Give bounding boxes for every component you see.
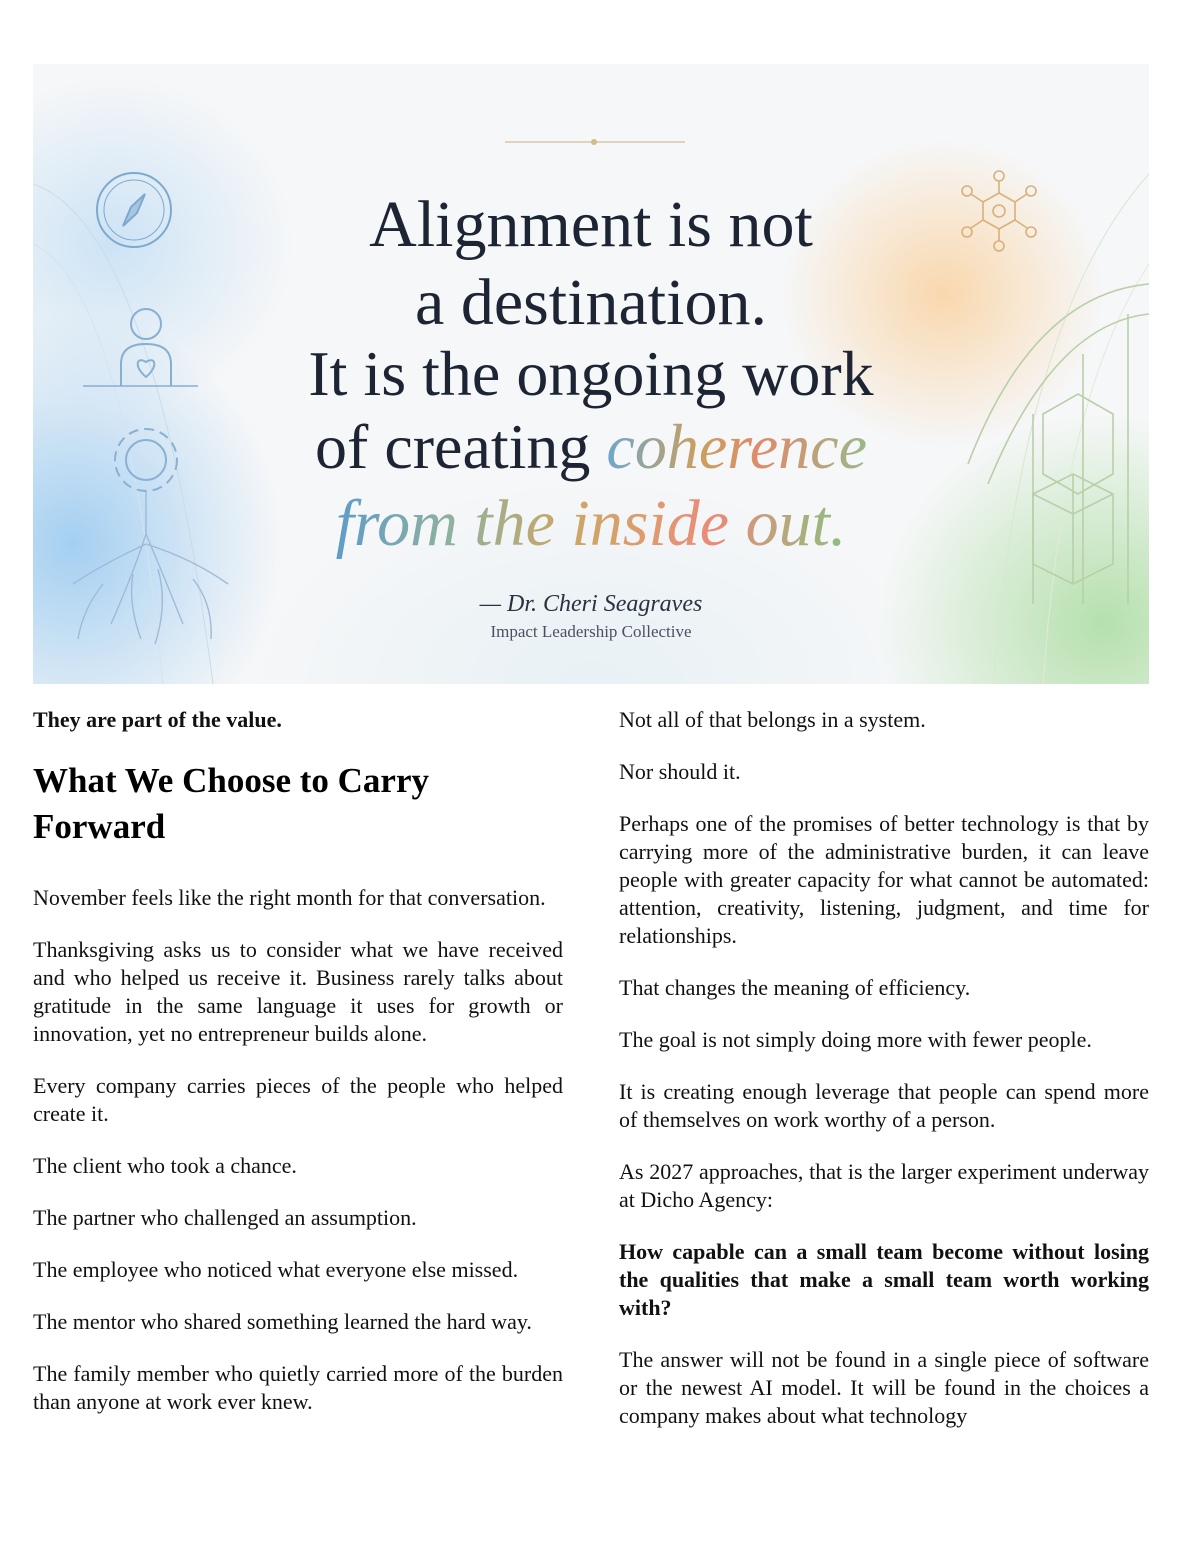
top-divider	[505, 139, 685, 145]
quote-line-4-plain: of creating	[315, 411, 607, 482]
paragraph: Every company carries pieces of the people who helped create it.	[33, 1073, 563, 1126]
paragraph: The partner who challenged an assumption.	[33, 1205, 417, 1230]
paragraph: The mentor who shared something learned the hard way.	[33, 1309, 532, 1334]
quote-line-2: a destination.	[415, 266, 767, 339]
bold-question: How capable can a small team become without losing the qualities that make a small team worth working with?	[619, 1239, 1149, 1320]
section-heading: What We Choose to Carry Forward	[33, 761, 429, 846]
paragraph: The answer will not be found in a single piece of software or the newest AI model. It will be found in the choices a company makes about what technology	[619, 1347, 1149, 1428]
paragraph: Perhaps one of the promises of better technology is that by carrying more of the administrative burden, it can leave people with greater capacity for what cannot be automated: attention, creativity, listening, judgment, and time for relationships.	[619, 811, 1149, 948]
paragraph: It is creating enough leverage that people can spend more of themselves on work worthy of a person.	[619, 1079, 1149, 1132]
quote-line-3: It is the ongoing work	[308, 338, 874, 409]
paragraph: As 2027 approaches, that is the larger experiment underway at Dicho Agency:	[619, 1159, 1149, 1212]
paragraph: The employee who noticed what everyone else missed.	[33, 1257, 519, 1282]
paragraph: That changes the meaning of efficiency.	[619, 975, 971, 1000]
paragraph: Not all of that belongs in a system.	[619, 707, 926, 732]
quote-organization: Impact Leadership Collective	[490, 622, 692, 641]
quote-attribution: — Dr. Cheri Seagraves	[479, 591, 703, 617]
quote-line-5-text: from the inside out.	[335, 487, 847, 560]
quote-line-1: Alignment is not	[369, 188, 813, 261]
left-column	[33, 706, 563, 1440]
paragraph: The client who took a chance.	[33, 1153, 297, 1178]
quote-hero-image	[33, 64, 1149, 684]
paragraph: Thanksgiving asks us to consider what we have received and who helped us receive it. Business rarely talks about gratitude in the same language it uses for growth or innovation, yet no entrepreneur builds alone.	[33, 937, 563, 1046]
paragraph: Nor should it.	[619, 759, 741, 784]
quote-line-5	[33, 484, 1149, 564]
paragraph: The goal is not simply doing more with fewer people.	[619, 1027, 1092, 1052]
paragraph: November feels like the right month for that conversation.	[33, 885, 546, 910]
quote-highlight-word: coherence	[606, 411, 867, 482]
quote-line-4	[33, 409, 1149, 485]
lead-bold-line: They are part of the value.	[33, 707, 282, 732]
right-column	[619, 706, 1149, 1454]
paragraph: The family member who quietly carried more of the burden than anyone at work ever knew.	[33, 1361, 563, 1414]
